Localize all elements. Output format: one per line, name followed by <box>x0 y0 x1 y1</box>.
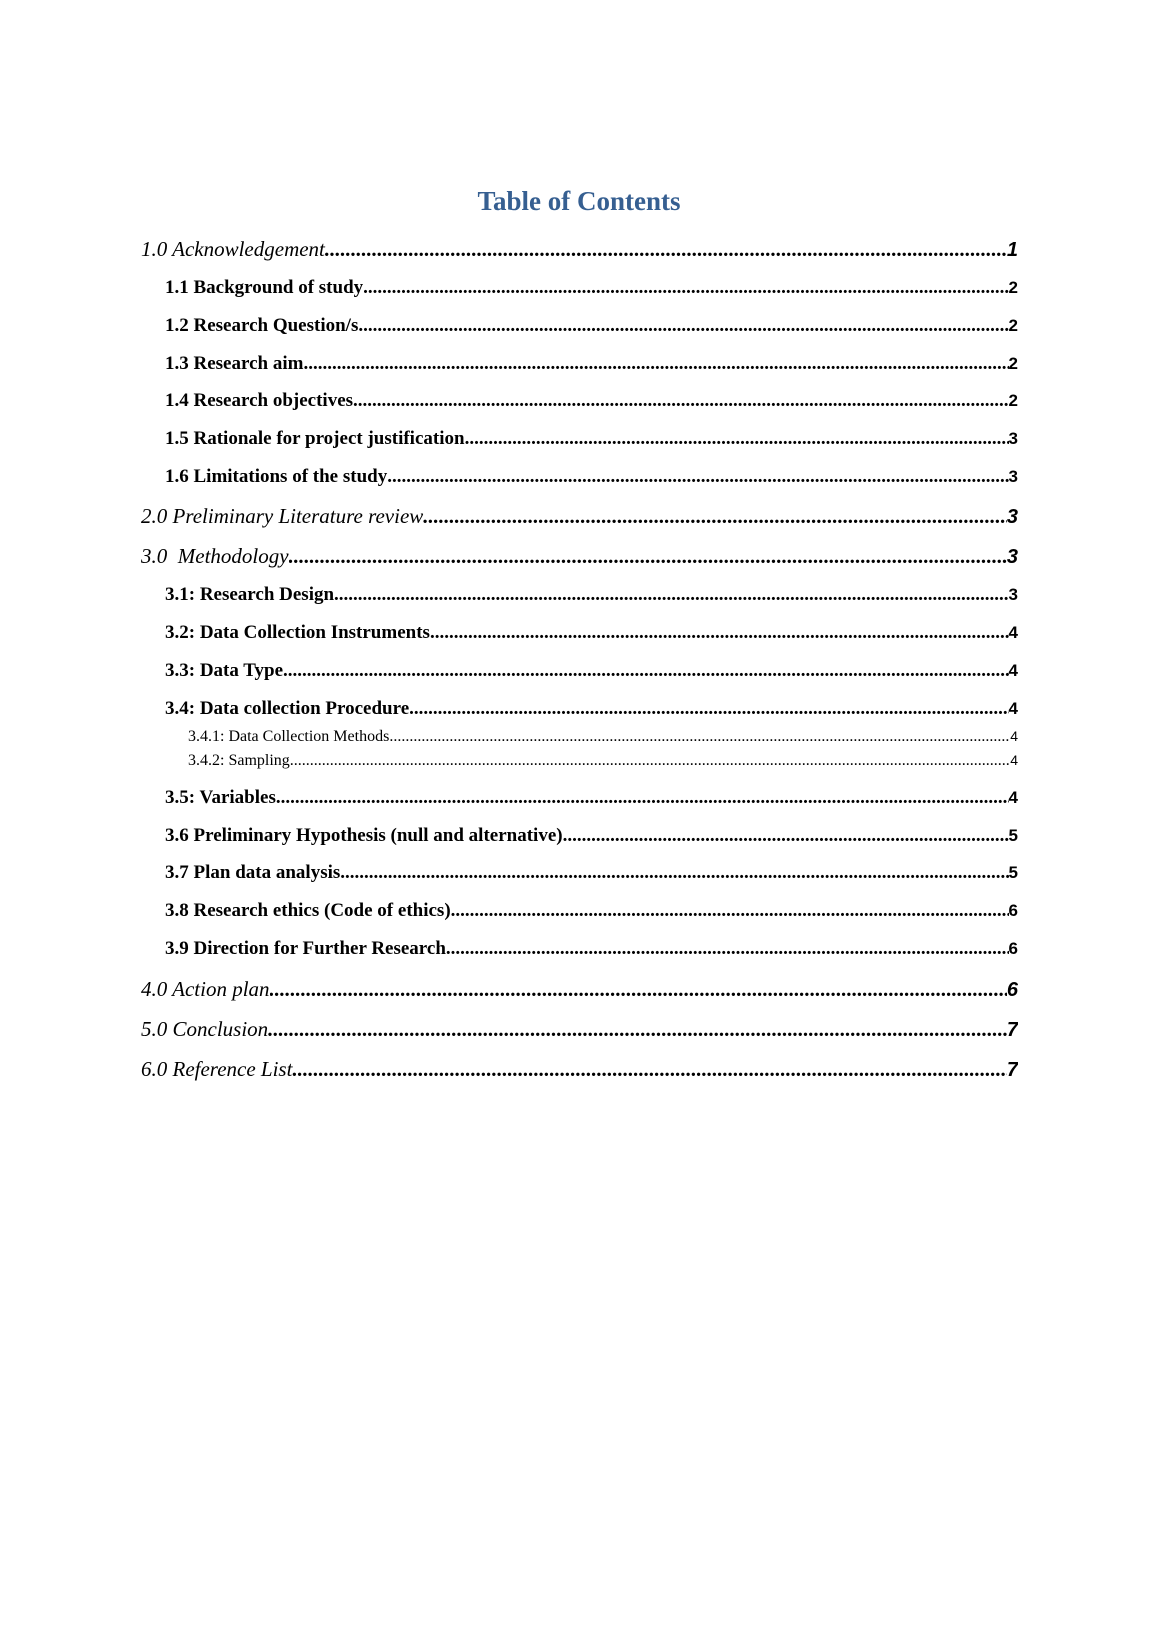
toc-entry-reference-list[interactable] <box>141 1056 1018 1082</box>
toc-entry-limitations[interactable] <box>165 465 1018 489</box>
toc-page-number: 2 <box>1008 354 1018 373</box>
toc-page-number: 4 <box>1010 752 1018 768</box>
toc-entry-label: 5.0 Conclusion <box>141 1017 269 1041</box>
toc-entry-research-ethics[interactable] <box>165 899 1018 923</box>
toc-entry-data-collection-instruments[interactable] <box>165 621 1018 645</box>
toc-page-number: 4 <box>1008 788 1018 807</box>
toc-entry-research-design[interactable] <box>165 583 1018 607</box>
toc-page-number: 6 <box>1006 979 1018 1001</box>
toc-page-number: 5 <box>1008 826 1018 845</box>
toc-entry-label: 3.5: Variables <box>165 787 276 808</box>
dot-leader <box>358 314 1008 338</box>
toc-entry-label: 3.6 Preliminary Hypothesis (null and alternative) <box>165 825 563 846</box>
toc-entry-label: 3.8 Research ethics (Code of ethics) <box>165 900 451 921</box>
toc-entry-background-of-study[interactable] <box>165 276 1018 300</box>
toc-page-number: 3 <box>1006 546 1018 568</box>
dot-leader <box>289 543 1007 569</box>
toc-entry-label: 3.0 Methodology <box>141 544 289 568</box>
toc-page-number: 4 <box>1008 661 1018 680</box>
toc-entry-methodology[interactable] <box>141 543 1018 569</box>
toc-entry-label: 1.1 Background of study <box>165 277 364 298</box>
toc-page-number: 2 <box>1008 316 1018 335</box>
toc-title: Table of Contents <box>477 186 681 216</box>
toc-entry-label: 1.3 Research aim <box>165 353 304 374</box>
toc-page-number: 6 <box>1008 901 1018 920</box>
toc-entry-research-questions[interactable] <box>165 314 1018 338</box>
toc-entry-sampling[interactable] <box>188 750 1018 770</box>
dot-leader <box>387 465 1008 489</box>
toc-entry-label: 6.0 Reference List <box>141 1057 293 1081</box>
toc-entry-label: 1.5 Rationale for project justification <box>165 428 465 449</box>
dot-leader <box>389 727 1010 746</box>
dot-leader <box>290 751 1010 770</box>
toc-entry-label: 3.1: Research Design <box>165 584 335 605</box>
toc-page-number: 3 <box>1008 467 1018 486</box>
toc-entry-label: 3.2: Data Collection Instruments <box>165 622 430 643</box>
toc-entry-label: 3.7 Plan data analysis <box>165 862 341 883</box>
toc-entry-rationale[interactable] <box>165 427 1018 451</box>
toc-entry-label: 1.4 Research objectives <box>165 390 354 411</box>
toc-page-number: 4 <box>1010 728 1018 744</box>
toc-entry-label: 3.4.2: Sampling <box>188 752 290 769</box>
toc-page-number: 4 <box>1008 623 1018 642</box>
toc-entry-label: 2.0 Preliminary Literature review <box>141 504 424 528</box>
toc-entry-further-research[interactable] <box>165 937 1018 961</box>
dot-leader <box>283 659 1008 683</box>
toc-entry-action-plan[interactable] <box>141 976 1018 1002</box>
toc-page-number: 5 <box>1008 863 1018 882</box>
dot-leader <box>430 621 1009 645</box>
toc-page-number: 7 <box>1006 1059 1018 1081</box>
toc-page-number: 3 <box>1008 585 1018 604</box>
toc-entry-label: 3.9 Direction for Further Research <box>165 938 446 959</box>
dot-leader <box>451 899 1009 923</box>
toc-entry-conclusion[interactable] <box>141 1016 1018 1042</box>
toc-entry-acknowledgement[interactable] <box>141 236 1018 262</box>
toc-page-number: 3 <box>1006 506 1018 528</box>
toc-entry-research-aim[interactable] <box>165 352 1018 376</box>
toc-page-number: 4 <box>1008 699 1018 718</box>
toc-entry-label: 3.3: Data Type <box>165 660 284 681</box>
toc-entry-label: 4.0 Action plan <box>141 977 270 1001</box>
toc-page-number: 2 <box>1008 278 1018 297</box>
toc-entry-label: 1.6 Limitations of the study <box>165 466 388 487</box>
dot-leader <box>423 503 1007 529</box>
toc-entry-data-type[interactable] <box>165 659 1018 683</box>
toc-page-number: 7 <box>1006 1019 1018 1041</box>
dot-leader <box>303 352 1008 376</box>
toc-entry-label: 3.4: Data collection Procedure <box>165 698 410 719</box>
toc-entry-preliminary-hypothesis[interactable] <box>165 824 1018 848</box>
dot-leader <box>363 276 1008 300</box>
toc-page-number: 1 <box>1006 239 1018 261</box>
dot-leader <box>409 697 1008 721</box>
dot-leader <box>465 427 1009 451</box>
dot-leader <box>353 389 1009 413</box>
toc-page-number: 6 <box>1008 939 1018 958</box>
dot-leader <box>268 1016 1007 1042</box>
toc-page-number: 3 <box>1008 429 1018 448</box>
toc-entry-label: 1.2 Research Question/s <box>165 315 359 336</box>
dot-leader <box>563 824 1009 848</box>
dot-leader <box>270 976 1007 1002</box>
toc-entry-data-collection-methods[interactable] <box>188 726 1018 746</box>
dot-leader <box>325 236 1007 262</box>
toc-entry-research-objectives[interactable] <box>165 389 1018 413</box>
toc-page-number: 2 <box>1008 391 1018 410</box>
toc-entry-literature-review[interactable] <box>141 503 1018 529</box>
toc-entry-plan-data-analysis[interactable] <box>165 861 1018 885</box>
dot-leader <box>340 861 1008 885</box>
toc-entry-variables[interactable] <box>165 786 1018 810</box>
dot-leader <box>292 1056 1006 1082</box>
dot-leader <box>446 937 1009 961</box>
toc-entry-data-collection-procedure[interactable] <box>165 697 1018 721</box>
dot-leader <box>334 583 1008 607</box>
dot-leader <box>276 786 1009 810</box>
toc-entry-label: 3.4.1: Data Collection Methods <box>188 728 390 745</box>
toc-entry-label: 1.0 Acknowledgement <box>141 237 325 261</box>
